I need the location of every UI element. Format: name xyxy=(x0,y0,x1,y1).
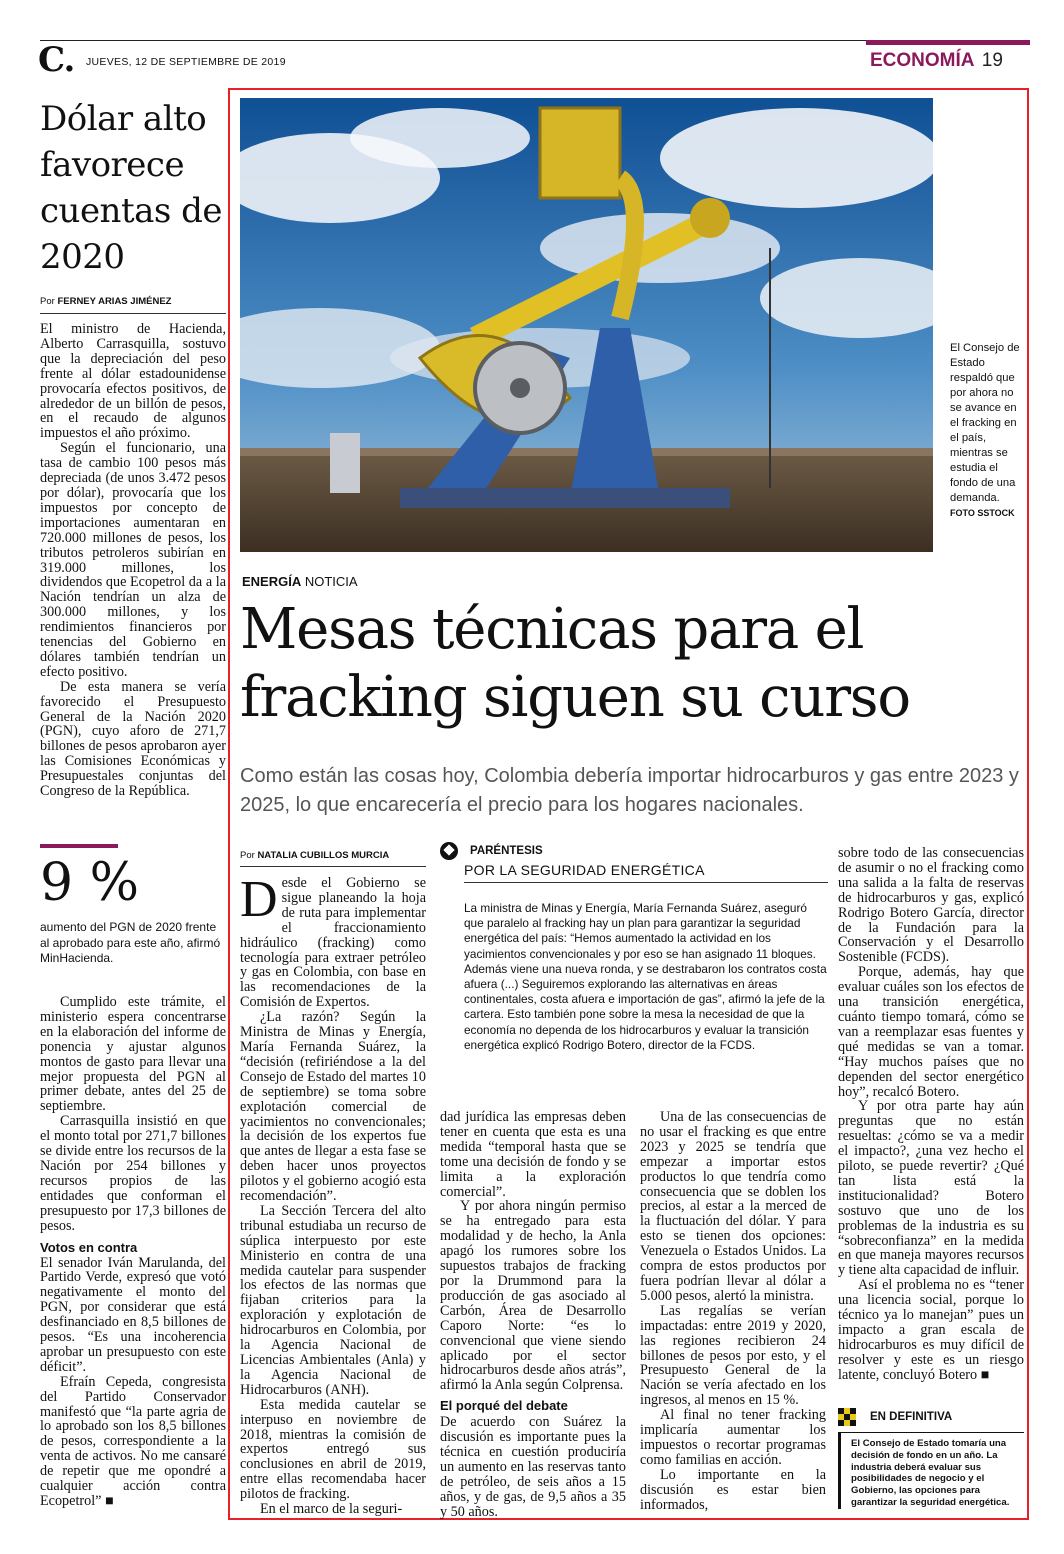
sidebar-author: FERNEY ARIAS JIMÉNEZ xyxy=(57,296,172,307)
paragraph: Cumplido este trámite, el ministerio espera concentrarse en la elaboración del informe de ponencia y ajustar algunos montos de gasto para llevar una mejor propuesta del PGN al primer debate, antes del 25 de septiembre. xyxy=(40,994,226,1115)
definitiva-label: EN DEFINITIVA xyxy=(870,1411,953,1423)
issue-date: JUEVES, 12 DE SEPTIEMBRE DE 2019 xyxy=(86,56,286,68)
paragraph: Así el problema no es “tener una licencia social, porque lo técnico ya lo manejan” pues un impacto a gran escala de hidrocarburos es muy difícil de resolver y este es un riesgo latente, concluyó Botero ■ xyxy=(838,1277,1024,1383)
article-column-1 xyxy=(240,871,426,1518)
pin-icon xyxy=(440,842,458,860)
section-accent-bar xyxy=(866,40,1030,45)
paragraph: Esta medida cautelar se interpuso en noviembre de 2018, mientras la comisión de expertos entregó sus conclusiones en abril de 2019, entre ellas recomendaba hacer pilotos de fracking. xyxy=(240,1396,426,1503)
parentesis-box xyxy=(440,842,828,1053)
parentesis-header xyxy=(440,842,828,860)
column-subhead: El porqué del debate xyxy=(440,1398,568,1414)
kicker-type: NOTICIA xyxy=(304,574,358,589)
paragraph: La Sección Tercera del alto tribunal estudiaba un recurso de súplica interpuesto por este Ministerio en contra de una medida cautelar para suspender los efectos de las normas que fijaban criterios para la exploración y explotación de hidrocarburos en Colombia, por la Agencia Nacional de Licencias Ambientales (Anla) y la Agencia Nacional de Hidrocarburos (ANH). xyxy=(240,1202,426,1398)
article-column-2 xyxy=(440,1110,626,1519)
sidebar-article-continued xyxy=(40,995,226,1509)
photo-credit: FOTO SSTOCK xyxy=(950,508,1015,518)
sidebar-byline-rule xyxy=(40,313,226,314)
sidebar-headline: Dólar alto favorece cuentas de 2020 xyxy=(40,99,223,277)
definitiva-box xyxy=(838,1408,1024,1509)
paragraph: Desde el Gobierno se sigue planeando la hoja de ruta para implementar el fraccionamiento hidráulico (fracking) como tecnología para extraer petróleo y gas en Colombia, con base en las recomendaciones de la Comisión de Expertos. xyxy=(240,871,426,1011)
sidebar-article xyxy=(40,96,226,799)
stat-value: 9 % xyxy=(40,853,140,913)
article-author: NATALIA CUBILLOS MURCIA xyxy=(257,850,390,861)
paragraph: Y por otra parte hay aún preguntas que no están resueltas: ¿cómo se va a medir el impacto?, ¿una vez hecho el piloto, se puede revertir? ¿Qué tan lista está la institucionalidad? Botero sostuvo que uno de los problemas de la industria es su “sobreconfianza” en la medida en que maneja mayores recursos y tiene alta capacidad de influir. xyxy=(838,1098,1024,1279)
paragraph: Porque, además, hay que evaluar cuáles son los efectos de una transición energética, cuánto tiempo tomará, cómo se van a reemplazar esas fuentes y qué medidas se van a tomar. “Hay muchos países que no dependen del sector energético hoy”, recalcó Botero. xyxy=(838,964,1024,1100)
paragraph: Carrasquilla insistió en que el monto total por 271,7 billones se divide entre los recursos de la Nación por 254 billones y recursos propios de las entidades que conforman el presupuesto por 17,3 billones de pesos. xyxy=(40,1113,226,1234)
sidebar-body-top xyxy=(40,322,226,799)
definitiva-header xyxy=(838,1408,1024,1432)
paragraph: El ministro de Hacienda, Alberto Carrasquilla, sostuvo que la depreciación del peso frente al dólar estadounidense provocaría efectos positivos, de alrededor de un billón de pesos, en el recaudo de algunos impuestos el año próximo. xyxy=(40,321,226,442)
page-number: 19 xyxy=(981,50,1003,71)
paragraph: dad jurídica las empresas deben tener en cuenta que esta es una medida “temporal hasta que se tome una decisión de fondo y se limita a la exploración comercial”. xyxy=(440,1109,626,1200)
article-deck: Como están las cosas hoy, Colombia debería importar hidrocarburos y gas entre 2023 y 2025, lo que encarecería el precio para los hogares nacionales. xyxy=(240,765,1019,816)
paragraph: Según el funcionario, una tasa de cambio 100 pesos más depreciada (de unos 3.472 pesos por dólar), provocaría que los impuestos por concepto de importaciones aumentaran en 720.000 millones de pesos, los tributos petroleros subirían en 319.000 millones, los dividendos que Ecopetrol da a la Nación tendrían un alza de 300.000 millones, y los rendimientos financieros por tenencias del Gobierno en dólares también tendrían un efecto positivo. xyxy=(40,440,226,680)
paragraph: Las regalías se verían impactadas: entre 2019 y 2020, las regiones recibieron 24 billones de pesos por esto, y el Presupuesto General de la Nación se vería afectado en los ingresos, al menos en 15 %. xyxy=(640,1302,826,1409)
article-kicker xyxy=(242,574,358,589)
section-name: ECONOMÍA xyxy=(870,50,975,71)
paragraph: Una de las consecuencias de no usar el fracking es que entre 2023 y 2025 se tendría que empezar a importar estos productos lo que tendría como consecuencia que se doblen los precios, al estar a la merced de la fluctuación del dólar. Y para esto se tienen dos opciones: Venezuela o Estados Unidos. La compra de estos productos por fuera podrían llevar al dólar a 5.000 pesos, alertó la ministra. xyxy=(640,1109,826,1304)
article-column-4 xyxy=(838,846,1024,1383)
section-title xyxy=(870,50,1003,72)
article-column-3 xyxy=(640,1110,826,1512)
article-photo xyxy=(240,98,933,552)
paragraph: Lo importante en la discusión es estar bien informados, xyxy=(640,1466,826,1513)
sidebar-byline: Por FERNEY ARIAS JIMÉNEZ xyxy=(40,296,172,307)
parentesis-text: La ministra de Minas y Energía, María Fernanda Suárez, aseguró que paralelo al fracking hay un plan para garantizar la seguridad energética del país: “Hemos aumentado la actividad en los yacimientos convencionales y por eso se han asignado 11 bloques. Además viene una nueva ronda, y se destrabaron los contratos costa afuera (...) Seguiremos explorando las alternativas en áreas continentales, costa afuera e importación de gas”, afirmó la jefe de la cartera. Esto también pone sobre la mesa la necesidad de que la economía no dependa de los hidrocarburos y evaluar la transición energética explicó Rodrigo Botero, director de la FCDS. xyxy=(464,901,827,1052)
pumpjack-illustration xyxy=(240,98,933,552)
sidebar-body-votes xyxy=(40,1256,226,1509)
paragraph: Y por ahora ningún permiso se ha entregado para esta modalidad y de hecho, la Anla apagó los rumores sobre los supuestos trabajos de fracking por la Drummond para la producción de gas asociado al Carbón, Área de Desarrollo Caporo Norte: “es lo convencional que viene siendo aplicado por el sector hidrocarburos desde años atrás”, afirmó la Anla según Colprensa. xyxy=(440,1198,626,1394)
newspaper-logo xyxy=(38,40,74,80)
sidebar-body-bottom xyxy=(40,995,226,1234)
checker-icon xyxy=(838,1408,856,1426)
stat-caption: aumento del PGN de 2020 frente al aprobado para este año, afirmó MinHacienda. xyxy=(40,920,221,965)
sidebar-subhead: Votos en contra xyxy=(40,1239,138,1255)
paragraph: De esta manera se vería favorecido el Presupuesto General de la Nación 2020 (PGN), cuyo aforo de 271,7 billones de pesos aprobaron ayer las Comisiones Económicas y Presupuestales conjuntas del Congreso de la República. xyxy=(40,678,226,800)
paragraph: ¿La razón? Según la Ministra de Minas y Energía, María Fernanda Suárez, la “decisión (refiriéndose a la del Consejo de Estado del martes 10 de septiembre) se toma sobre explotación comercial de yacimientos no convencionales; la decisión de los expertos fue que antes de llegar a esta fase se deben hacer unos proyectos pilotos y el gobierno acogió esta recomendación”. xyxy=(240,1009,426,1205)
paragraph: Al final no tener fracking implicaría aumentar los impuestos o recortar programas como familias en acción. xyxy=(640,1407,826,1468)
definitiva-text: El Consejo de Estado tomaría una decisión de fondo en un año. La industria deberá evaluar sus posibilidades de negocio y el Gobierno, las opciones para garantizar la seguridad energética. xyxy=(838,1432,1024,1509)
paragraph: De acuerdo con Suárez la discusión es importante pues la técnica en cuestión produciría un aumento en las reservas tanto de petróleo, de seis años a 15 años, y de gas, de 9,5 años a 35 y 50 años. xyxy=(440,1414,626,1520)
kicker-topic: ENERGÍA xyxy=(242,574,302,589)
article-byline-rule xyxy=(240,866,426,867)
article-byline: Por NATALIA CUBILLOS MURCIA xyxy=(240,850,390,861)
stat-accent-bar xyxy=(40,844,118,848)
parentesis-label: PARÉNTESIS xyxy=(470,845,543,857)
article-headline: Mesas técnicas para el fracking siguen su curso xyxy=(240,597,910,730)
paragraph: En el marco de la seguri- xyxy=(260,1501,403,1518)
drop-cap: D xyxy=(240,871,278,928)
paragraph: sobre todo de las consecuencias de asumir o no el fracking como una salida a la falta de reservas de hidrocarburos y gas, explicó Rodrigo Botero García, director de la Fundación para la Conservación y el Desarrollo Sostenible (FCDS). xyxy=(838,845,1024,966)
parentesis-title: POR LA SEGURIDAD ENERGÉTICA xyxy=(464,862,828,883)
paragraph: El senador Iván Marulanda, del Partido Verde, expresó que votó negativamente el monto del PGN, por considerar que está desfinanciado en 8,5 billones de pesos. “Es una incoherencia aprobar un presupuesto con este déficit”. xyxy=(40,1254,226,1375)
paragraph: Efraín Cepeda, congresista del Partido Conservador manifestó que “la parte agria de lo aprobado son los 8,5 billones de pesos, correspondiente a la venta de activos. No me cansaré de repetir que me opondré a cualquier acción contra Ecopetrol” ■ xyxy=(40,1373,226,1509)
photo-caption: El Consejo de Estado respaldó que por ahora no se avance en el fracking en el país, mientras se estudia el fondo de una demanda. FOTO SSTOCK xyxy=(950,342,1020,518)
logo-letter: C. xyxy=(38,40,75,80)
